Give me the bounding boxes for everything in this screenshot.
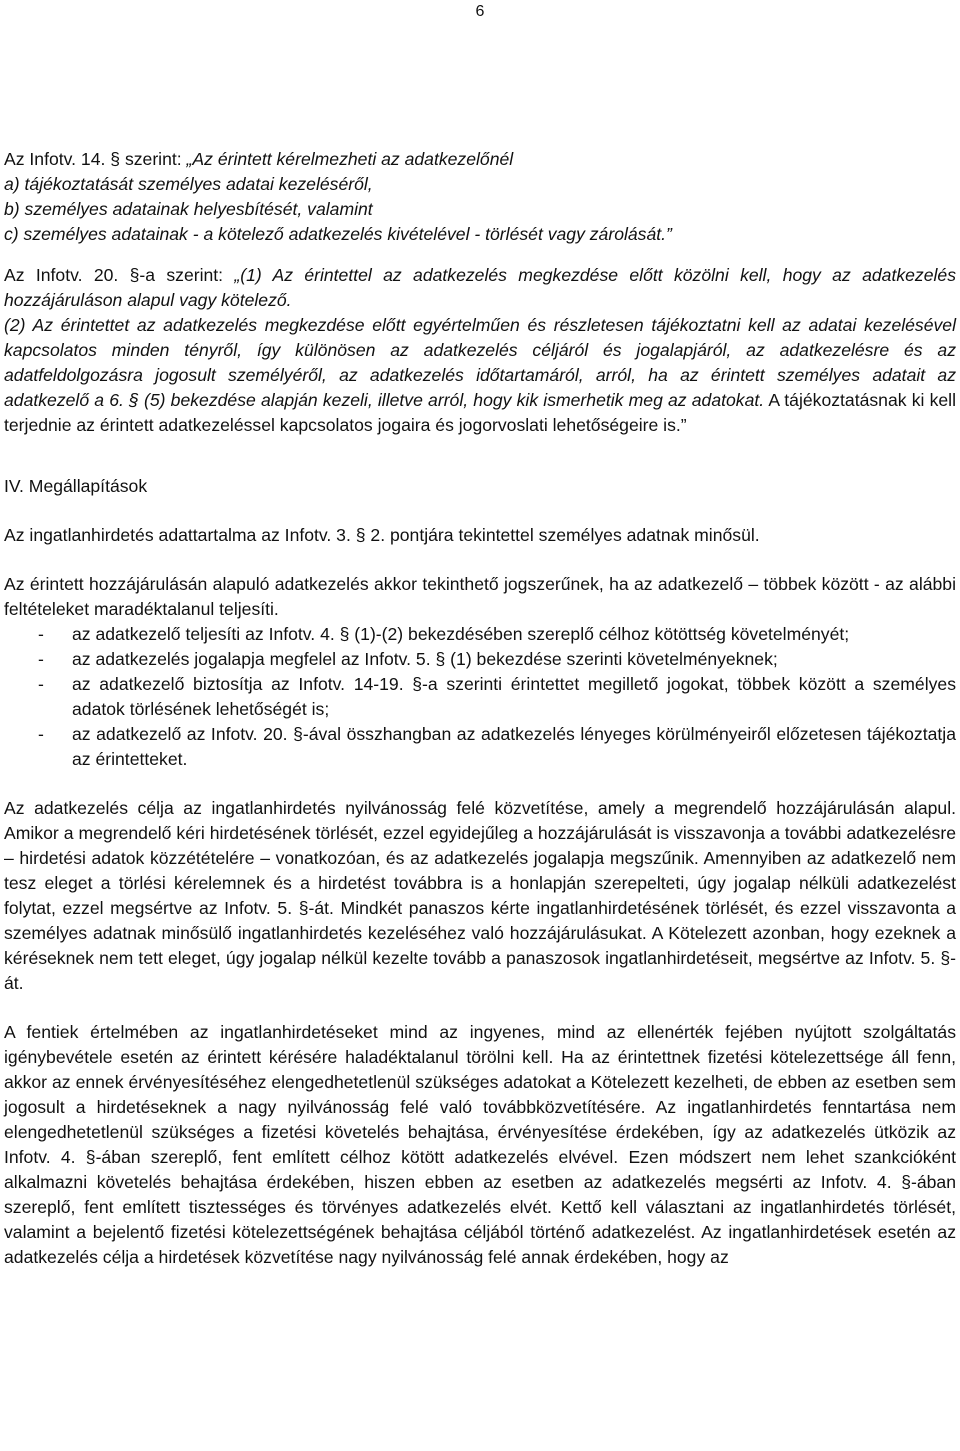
purpose-paragraph: Az adatkezelés célja az ingatlanhirdetés nyilvánosság felé közvetítése, amely a megrendelő hozzájárulásán alapul. Amikor a megrendelő kéri hirdetésének törlését, ezzel egyidejűleg a hozzájárulását is visszavonja a további adatkezelésre – hirdetési adatok közzétételére – vonatkozóan, és az adatkezelés jogalapja megszűnik. Amennyiben az adatkezelő nem tesz eleget a törlési kérelemnek és a hirdetést továbbra is a honlapján szerepelteti, úgy jogalap nélküli adatkezelést folytat, ezzel megsértve az Infotv. 5. §-át. Mindkét panaszos kérte ingatlanhirdetésének törlését, és ezzel visszavonta a személyes adatnak minősülő ingatlanhirdetés kezeléséhez való hozzájárulásukat. A Kötelezett azonban, hogy ezeknek a kéréseknek nem tett eleget, úgy jogalap nélkül kezelte tovább a panaszosok ingatlanhirdetéseit, megsértve az Infotv. 5. §- át. (4, 798, 956, 993)
quote-infotv-20 (4, 263, 956, 438)
list-item (4, 672, 956, 722)
quote-paragraph (4, 263, 956, 313)
conditions-list (4, 622, 956, 772)
conditions-intro: Az érintett hozzájárulásán alapuló adatkezelés akkor tekinthető jogszerűnek, ha az adatkezelő – többek között - az alábbi feltételeket maradéktalanul teljesíti. (4, 574, 956, 619)
finding-paragraph: Az ingatlanhirdetés adattartalma az Infotv. 3. § 2. pontjára tekintettel személyes adatnak minősül. (4, 525, 760, 545)
list-item (4, 722, 956, 772)
list-dash: - (38, 649, 44, 669)
page-number: 6 (475, 3, 485, 20)
list-item-text: az adatkezelő teljesíti az Infotv. 4. § (1)-(2) bekezdésében szereplő célhoz kötöttség követelményét; (72, 624, 850, 644)
document-body (4, 147, 956, 1270)
quote-line: b) személyes adatainak helyesbítését, valamint (4, 199, 373, 219)
quote-intro: Az Infotv. 20. §-a szerint: (4, 265, 235, 285)
quote-paragraph (4, 313, 956, 438)
list-dash: - (38, 724, 44, 744)
quote-line (4, 147, 956, 172)
quote-text: „Az érintett kérelmezheti az adatkezelőnél (186, 149, 514, 169)
list-dash: - (38, 674, 44, 694)
list-item-text: az adatkezelő biztosítja az Infotv. 14-19. §-a szerinti érintettet megillető jogokat, többek között a személyes adatok törlésének lehetőségét is; (72, 674, 956, 719)
quote-line: a) tájékoztatását személyes adatai kezeléséről, (4, 174, 373, 194)
quote-text-upright: A tájékoztatásnak ki kell terjednie az érintett adatkezeléssel kapcsolatos jogaira és jogorvoslati lehetőségeire is.” (4, 390, 956, 435)
quote-line: c) személyes adatainak - a kötelező adatkezelés kivételével - törlését vagy zárolását.” (4, 224, 672, 244)
list-item-text: az adatkezelő az Infotv. 20. §-ával összhangban az adatkezelés lényeges körülményeiről előzetesen tájékoztatja az érintetteket. (72, 724, 956, 769)
quote-text: „(1) Az érintettel az adatkezelés megkezdése előtt közölni kell, hogy az adatkezelés hozzájáruláson alapul vagy kötelező. (4, 265, 956, 310)
quote-intro: Az Infotv. 14. § szerint: (4, 149, 187, 169)
list-item (4, 622, 956, 647)
quote-infotv-14 (4, 147, 956, 247)
quote-text: (2) Az érintettet az adatkezelés megkezdése előtt egyértelműen és részletesen tájékoztatni kell az adatai kezelésével kapcsolatos minden tényről, így különösen az adatkezelés céljáról és jogalapjáról, az adatkezelésre és az adatfeldolgozásra jogosult személyéről, az adatkezelés időtartamáról, arról, ha az érintett személyes adatait az adatkezelő a 6. § (5) bekezdése alapján kezeli, illetve arról, hogy kik ismerhetik meg az adatokat. (4, 315, 956, 410)
fees-paragraph: A fentiek értelmében az ingatlanhirdetéseket mind az ingyenes, mind az ellenérték fejében nyújtott szolgáltatás igénybevétele esetén az érintett kérésére haladéktalanul törölni kell. Ha az érintettnek fizetési kötelezettsége áll fenn, akkor az ennek érvényesítéséhez elengedhetetlenül szükséges adatokat a Kötelezett kezelheti, de ebben az esetben sem jogosult a hirdetéseknek a nagy nyilvánosság felé való továbbközvetítésére. Az ingatlanhirdetés fenntartása nem elengedhetetlenül szükséges a fizetési követelés behajtása, érvényesítése érdekében, így az adatkezelés ütközik az Infotv. 4. §-ában szereplő, fent említett célhoz kötött adatkezelés elvével. Ezen módszert nem lehet szankcióként alkalmazni követelés behajtása érdekében, hiszen ebben az esetben az adatkezelés megsérti az Infotv. 4. §-ában szereplő, fent említett tisztességes és törvényes adatkezelés elvét. Kettő kell választani az ingatlanhirdetés törlését, valamint a bejelentő fizetési kötelezettségének behajtása céljából történő adatkezelést. Az ingatlanhirdetések esetén az adatkezelés célja a hirdetések közvetítése nagy nyilvánosság felé annak érdekében, hogy az (4, 1022, 956, 1267)
list-item-text: az adatkezelés jogalapja megfelel az Infotv. 5. § (1) bekezdése szerinti követelményeknek; (72, 649, 778, 669)
section-heading: IV. Megállapítások (4, 476, 148, 496)
list-item (4, 647, 956, 672)
list-dash: - (38, 624, 44, 644)
